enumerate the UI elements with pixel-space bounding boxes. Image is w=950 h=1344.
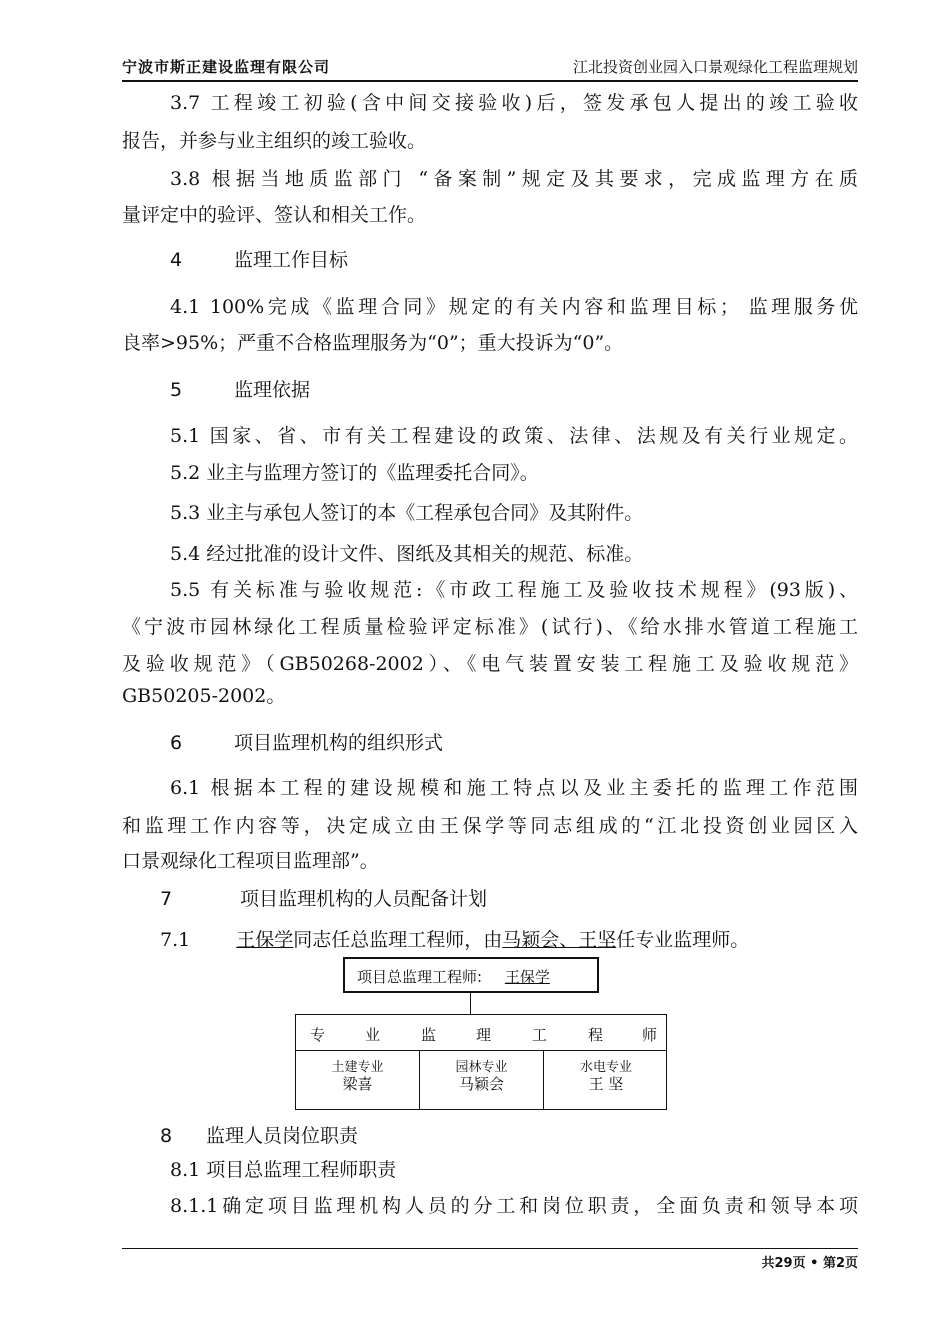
paragraph-7-1-text1: 同志任总监理工程师，由 [293, 929, 503, 951]
group-char: 监 [421, 1026, 437, 1044]
group-char: 理 [476, 1026, 492, 1044]
paragraph-8-1-1: 8.1.1确定项目监理机构人员的分工和岗位职责，全面负责和领导本项 [170, 1195, 858, 1217]
paragraph-7-1-number: 7.1 [160, 929, 191, 951]
specialist-names: 马颖会、王坚 [502, 929, 617, 951]
paragraph-6-1-line1: 6.1 根据本工程的建设规模和施工特点以及业主委托的监理工作范围 [170, 777, 858, 799]
heading-5-text: 监理依据 [234, 379, 311, 401]
paragraph-4-1-line1: 4.1 100%完成《监理合同》规定的有关内容和监理目标； 监理服务优 [170, 296, 858, 318]
heading-8-text: 监理人员岗位职责 [206, 1125, 359, 1147]
heading-7-number: 7 [160, 888, 173, 910]
org-unit-field: 园林专业 [455, 1060, 508, 1075]
org-connector [470, 993, 471, 1015]
company-name: 宁波市斯正建设监理有限公司 [122, 58, 331, 76]
page-header [122, 54, 858, 78]
heading-6-number: 6 [170, 732, 183, 754]
group-char: 师 [642, 1026, 658, 1044]
paragraph-6-1-line3: 口景观绿化工程项目监理部”。 [122, 850, 379, 872]
org-unit-hydro-electric [544, 1051, 668, 1109]
paragraph-4-1-line2: 良率>95%；严重不合格监理服务为“0”；重大投诉为“0”。 [122, 332, 624, 354]
specialist-group-header [296, 1015, 666, 1051]
page-counter: 共29页 • 第2页 [761, 1256, 858, 1271]
org-unit-person: 马颖会 [458, 1075, 504, 1093]
paragraph-5-5-line3: 及验收规范》（GB50268-2002）、《电气装置安装工程施工及验收规范》 [122, 653, 858, 675]
chief-engineer-name: 王保学 [236, 929, 294, 951]
org-unit-landscape [420, 1051, 544, 1109]
paragraph-3-7-line1: 3.7 工程竣工初验(含中间交接验收)后，签发承包人提出的竣工验收 [170, 92, 858, 114]
org-unit-person: 王 坚 [588, 1075, 624, 1093]
header-rule [122, 80, 858, 82]
specialist-engineers-table [295, 1014, 667, 1110]
org-unit-civil [296, 1051, 420, 1109]
paragraph-5-5-line1: 5.5 有关标准与验收规范:《市政工程施工及验收技术规程》(93版)、 [170, 579, 858, 601]
group-char: 业 [365, 1026, 381, 1044]
chief-engineer-label: 项目总监理工程师: [357, 968, 483, 986]
paragraph-5-2: 5.2 业主与监理方签订的《监理委托合同》。 [170, 462, 539, 484]
heading-4-text: 监理工作目标 [234, 249, 349, 271]
heading-5-number: 5 [170, 379, 183, 401]
heading-4-number: 4 [170, 249, 183, 271]
project-title: 江北投资创业园入口景观绿化工程监理规划 [572, 58, 858, 76]
footer-rule [122, 1248, 858, 1249]
org-unit-field: 水电专业 [579, 1060, 632, 1075]
heading-7-text: 项目监理机构的人员配备计划 [240, 888, 488, 910]
heading-8-number: 8 [160, 1125, 173, 1147]
org-unit-field: 土建专业 [331, 1060, 384, 1075]
chief-engineer-box [343, 957, 599, 993]
paragraph-3-8-line2: 量评定中的验评、签认和相关工作。 [122, 204, 427, 226]
paragraph-7-1 [160, 928, 860, 952]
group-char: 工 [532, 1026, 548, 1044]
paragraph-7-1-text2: 任专业监理师。 [616, 929, 750, 951]
org-unit-person: 梁喜 [342, 1075, 373, 1093]
heading-6-text: 项目监理机构的组织形式 [234, 732, 444, 754]
paragraph-3-7-line2: 报告，并参与业主组织的竣工验收。 [122, 130, 427, 152]
paragraph-5-5-line4: GB50205-2002。 [122, 685, 286, 707]
paragraph-5-5-line2: 《宁波市园林绿化工程质量检验评定标准》(试行)、《给水排水管道工程施工 [122, 616, 858, 638]
paragraph-8-1: 8.1 项目总监理工程师职责 [170, 1159, 397, 1181]
paragraph-5-4: 5.4 经过批准的设计文件、图纸及其相关的规范、标准。 [170, 543, 644, 565]
chief-engineer-box-name: 王保学 [504, 968, 550, 986]
paragraph-3-8-line1: 3.8 根据当地质监部门 “备案制”规定及其要求，完成监理方在质 [170, 168, 858, 190]
paragraph-6-1-line2: 和监理工作内容等，决定成立由王保学等同志组成的“江北投资创业园区入 [122, 815, 858, 837]
paragraph-5-3: 5.3 业主与承包人签订的本《工程承包合同》及其附件。 [170, 502, 644, 524]
group-char: 程 [588, 1026, 604, 1044]
paragraph-5-1: 5.1 国家、省、市有关工程建设的政策、法律、法规及有关行业规定。 [170, 425, 858, 447]
group-char: 专 [310, 1026, 326, 1044]
